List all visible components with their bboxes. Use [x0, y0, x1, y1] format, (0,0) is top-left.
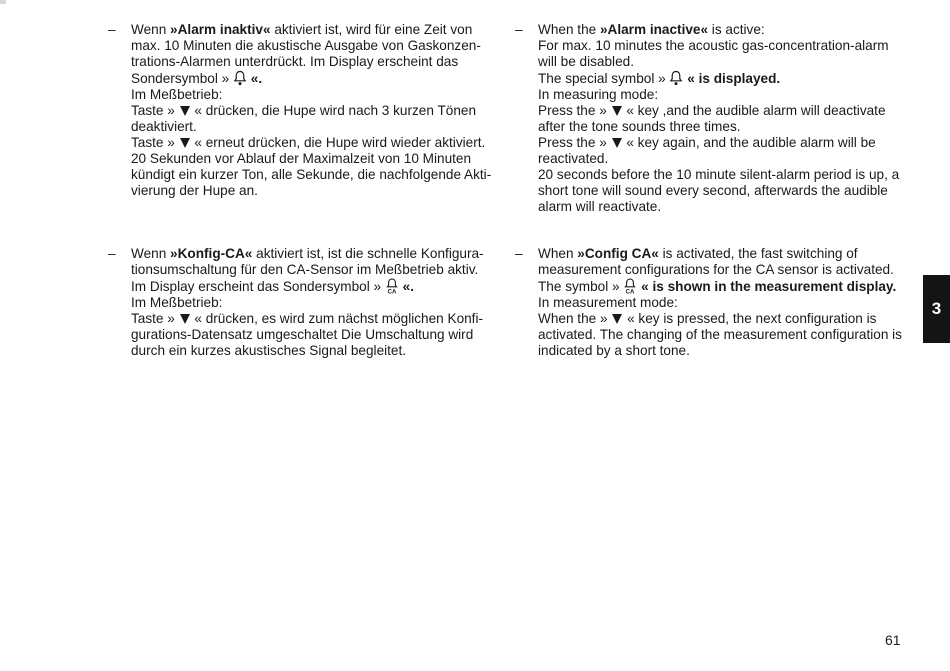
text-line: after the tone sounds three times.	[538, 119, 741, 134]
down-triangle-key-icon	[612, 314, 622, 324]
text-line: tionsumschaltung für den CA-Sensor im Meßbetrieb aktiv.	[131, 262, 479, 277]
en-config-ca-entry	[515, 246, 902, 359]
list-dash: –	[515, 246, 523, 261]
corner-scan-mark	[0, 0, 6, 4]
de-konfig-ca-entry	[108, 246, 484, 359]
text-line: Im Display erscheint das Sondersymbol » CA «.	[131, 279, 414, 294]
text-line: Im Meßbetrieb:	[131, 295, 223, 310]
text-line: Taste » « drücken, die Hupe wird nach 3 kurzen Tönen	[131, 103, 476, 118]
german-column	[108, 22, 500, 358]
text-line: activated. The changing of the measurement configuration is	[538, 327, 902, 342]
down-triangle-key-icon	[180, 138, 190, 148]
text-line: max. 10 Minuten die akustische Ausgabe von Gaskonzen-	[131, 38, 481, 53]
text-line: alarm will reactivate.	[538, 199, 662, 214]
bell-ca-icon	[623, 278, 637, 294]
bell-ca-icon	[385, 278, 399, 294]
svg-text:CA: CA	[626, 289, 635, 294]
text-line: will be disabled.	[538, 54, 634, 69]
text-line: Taste » « erneut drücken, die Hupe wird wieder aktiviert.	[131, 135, 486, 150]
text-line: measurement configurations for the CA sensor is activated.	[538, 262, 894, 277]
text-line: In measuring mode:	[538, 87, 659, 102]
text-line: Im Meßbetrieb:	[131, 87, 223, 102]
text-line: 20 seconds before the 10 minute silent-alarm period is up, a	[538, 167, 900, 182]
text-line: Wenn »Alarm inaktiv« aktiviert ist, wird für eine Zeit von	[131, 22, 473, 37]
term-alarm-inaktiv: »Alarm inaktiv«	[170, 22, 271, 37]
text-line: 20 Sekunden vor Ablauf der Maximalzeit von 10 Minuten	[131, 151, 472, 166]
text-line: Press the » « key ,and the audible alarm will deactivate	[538, 103, 886, 118]
list-dash: –	[108, 22, 116, 37]
term-konfig-ca: »Konfig-CA«	[170, 246, 253, 261]
text-line: gurations-Datensatz umgeschaltet Die Umschaltung wird	[131, 327, 474, 342]
text-line: durch ein kurzes akustisches Signal begleitet.	[131, 343, 407, 358]
term-alarm-inactive: »Alarm inactive«	[599, 22, 709, 37]
text-line: vierung der Hupe an.	[131, 183, 258, 198]
text-line: deaktiviert.	[131, 119, 197, 134]
text-line: When »Config CA« is activated, the fast switching of	[538, 246, 858, 261]
chapter-tab-number: 3	[931, 299, 942, 318]
text-line: For max. 10 minutes the acoustic gas-concentration-alarm	[538, 38, 889, 53]
bell-with-dot-icon	[669, 70, 683, 86]
list-dash: –	[515, 22, 523, 37]
text-line: Press the » « key again, and the audible alarm will be	[538, 135, 876, 150]
text-line: When the »Alarm inactive« is active:	[538, 22, 765, 37]
down-triangle-key-icon	[180, 106, 190, 116]
text-line: Sondersymbol » «.	[131, 71, 263, 86]
bell-with-dot-icon	[233, 70, 247, 86]
down-triangle-key-icon	[612, 138, 622, 148]
text-line: indicated by a short tone.	[538, 343, 690, 358]
text-line: Wenn »Konfig-CA« aktiviert ist, ist die schnelle Konfigura-	[131, 246, 484, 261]
term-config-ca: »Config CA«	[577, 246, 659, 261]
text-line: The symbol » CA « is shown in the measurement display.	[538, 279, 897, 294]
en-alarm-inactive-entry	[515, 22, 911, 215]
svg-text:CA: CA	[387, 289, 397, 294]
text-line: The special symbol » « is displayed.	[538, 71, 781, 86]
text-line: short tone will sound every second, afterwards the audible	[538, 183, 888, 198]
chapter-tab	[923, 275, 950, 343]
text-line: When the » « key is pressed, the next configuration is	[538, 311, 877, 326]
text-line: kündigt ein kurzer Ton, alle Sekunde, die nachfolgende Akti-	[131, 167, 492, 182]
text-line: trations-Alarmen unterdrückt. Im Display erscheint das	[131, 54, 459, 69]
text-line: reactivated.	[538, 151, 609, 166]
english-column	[515, 22, 911, 358]
down-triangle-key-icon	[612, 106, 622, 116]
text-line: In measurement mode:	[538, 295, 678, 310]
de-alarm-inactive-entry	[108, 22, 500, 199]
text-line: Taste » « drücken, es wird zum nächst möglichen Konfi-	[131, 311, 484, 326]
down-triangle-key-icon	[180, 314, 190, 324]
list-dash: –	[108, 246, 116, 261]
page-number: 61	[885, 632, 901, 648]
